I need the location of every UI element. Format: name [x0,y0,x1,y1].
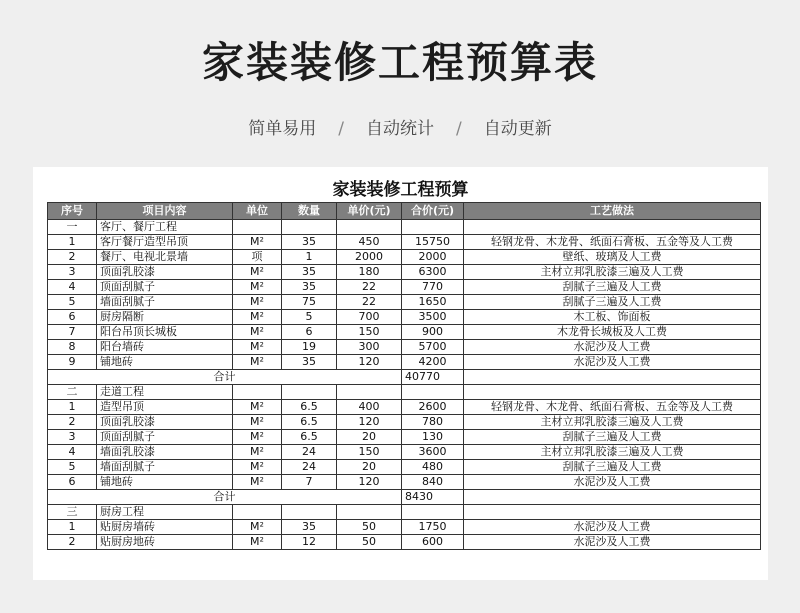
cell-method: 刮腻子三遍及人工费 [464,460,761,475]
cell-qty: 12 [282,535,337,550]
cell-unit: M² [233,445,282,460]
cell-item: 造型吊顶 [97,400,233,415]
cell-price: 120 [337,355,402,370]
cell-qty: 75 [282,295,337,310]
cell-method: 主材立邦乳胶漆三遍及人工费 [464,415,761,430]
cell-qty: 6.5 [282,415,337,430]
cell-unit: M² [233,265,282,280]
cell-price: 22 [337,295,402,310]
cell-price: 150 [337,325,402,340]
cell-price: 400 [337,400,402,415]
cell-item: 客厅餐厅造型吊顶 [97,235,233,250]
cell-method: 水泥沙及人工费 [464,355,761,370]
cell-item: 厨房工程 [97,505,233,520]
cell-qty: 35 [282,265,337,280]
sum-total-cell: 40770 [402,370,464,385]
cell-total: 770 [402,280,464,295]
cell-qty: 35 [282,520,337,535]
cell-no: 6 [48,475,97,490]
table-row [48,535,761,550]
cell-method: 刮腻子三遍及人工费 [464,430,761,445]
cell-price: 700 [337,310,402,325]
section-row [48,505,761,520]
cell-method: 刮腻子三遍及人工费 [464,295,761,310]
header-item: 项目内容 [97,203,233,220]
page-title: 家装装修工程预算表 [201,38,598,87]
cell-item: 顶面刮腻子 [97,280,233,295]
cell-unit: M² [233,355,282,370]
cell-qty: 6.5 [282,400,337,415]
cell-total: 4200 [402,355,464,370]
cell-price: 2000 [337,250,402,265]
cell-item: 顶面刮腻子 [97,430,233,445]
table-row [48,325,761,340]
cell-item: 贴厨房墙砖 [97,520,233,535]
sum-method-cell [464,370,761,385]
table-row [48,460,761,475]
table-row [48,430,761,445]
cell-qty: 1 [282,250,337,265]
cell-total: 1750 [402,520,464,535]
subtitle-separator: / [456,119,462,139]
cell-qty: 7 [282,475,337,490]
subtitle-item: 自动更新 [483,119,552,139]
table-row [48,340,761,355]
cell-no: 9 [48,355,97,370]
cell-item: 阳台墙砖 [97,340,233,355]
cell-total: 480 [402,460,464,475]
table-row [48,250,761,265]
table-row [48,520,761,535]
cell-no: 8 [48,340,97,355]
header-qty: 数量 [282,203,337,220]
header-no: 序号 [48,203,97,220]
cell-item: 阳台吊顶长城板 [97,325,233,340]
cell-item: 顶面乳胶漆 [97,415,233,430]
cell-total: 130 [402,430,464,445]
cell-price: 180 [337,265,402,280]
header-method: 工艺做法 [464,203,761,220]
table-row [48,280,761,295]
cell-no: 三 [48,505,97,520]
sum-label-cell: 合计 [48,490,402,505]
cell-unit: M² [233,415,282,430]
cell-qty: 19 [282,340,337,355]
cell-no: 5 [48,295,97,310]
header-total: 合价(元) [402,203,464,220]
cell-no: 4 [48,445,97,460]
subtitle-item: 简单易用 [248,119,317,139]
cell-total: 780 [402,415,464,430]
cell-total: 1650 [402,295,464,310]
cell-qty [282,505,337,520]
cell-price: 150 [337,445,402,460]
cell-total: 2000 [402,250,464,265]
subtitle-item: 自动统计 [366,119,434,139]
cell-price [337,385,402,400]
budget-table [47,202,761,550]
cell-no: 3 [48,265,97,280]
cell-unit: M² [233,280,282,295]
cell-unit: M² [233,325,282,340]
cell-qty: 24 [282,460,337,475]
cell-item: 铺地砖 [97,355,233,370]
cell-price: 50 [337,520,402,535]
cell-no: 1 [48,400,97,415]
header-price: 单价(元) [337,203,402,220]
cell-total: 600 [402,535,464,550]
cell-total [402,385,464,400]
cell-price: 120 [337,475,402,490]
page-subtitle [0,114,800,139]
cell-qty: 35 [282,355,337,370]
cell-qty: 6.5 [282,430,337,445]
table-row [48,265,761,280]
cell-total: 3600 [402,445,464,460]
table-row [48,235,761,250]
cell-unit: M² [233,535,282,550]
subtotal-row [48,490,761,505]
cell-total: 3500 [402,310,464,325]
cell-method: 水泥沙及人工费 [464,520,761,535]
table-body [48,220,761,550]
cell-method: 水泥沙及人工费 [464,340,761,355]
cell-no: 1 [48,235,97,250]
cell-unit: M² [233,430,282,445]
table-row [48,310,761,325]
cell-unit [233,505,282,520]
cell-method: 水泥沙及人工费 [464,535,761,550]
table-row [48,445,761,460]
cell-price: 120 [337,415,402,430]
cell-method: 轻钢龙骨、木龙骨、纸面石膏板、五金等及人工费 [464,235,761,250]
cell-no: 2 [48,415,97,430]
subtotal-row [48,370,761,385]
cell-item: 墙面乳胶漆 [97,445,233,460]
cell-item: 墙面刮腻子 [97,460,233,475]
cell-method: 主材立邦乳胶漆三遍及人工费 [464,265,761,280]
cell-item: 餐厅、电视北景墙 [97,250,233,265]
cell-unit: M² [233,310,282,325]
cell-price: 22 [337,280,402,295]
cell-unit: M² [233,235,282,250]
cell-method: 水泥沙及人工费 [464,475,761,490]
cell-method: 刮腻子三遍及人工费 [464,280,761,295]
cell-price: 300 [337,340,402,355]
sum-method-cell [464,490,761,505]
cell-unit: M² [233,520,282,535]
cell-item: 顶面乳胶漆 [97,265,233,280]
spreadsheet-card [33,167,768,580]
cell-qty: 6 [282,325,337,340]
cell-qty [282,385,337,400]
cell-item: 走道工程 [97,385,233,400]
cell-price: 450 [337,235,402,250]
table-row [48,295,761,310]
table-row [48,355,761,370]
sum-label-cell: 合计 [48,370,402,385]
cell-unit: M² [233,475,282,490]
cell-total: 2600 [402,400,464,415]
cell-no: 1 [48,520,97,535]
cell-total [402,505,464,520]
table-header-row [48,203,761,220]
cell-method [464,505,761,520]
cell-qty [282,220,337,235]
cell-qty: 5 [282,310,337,325]
cell-no: 一 [48,220,97,235]
cell-method: 主材立邦乳胶漆三遍及人工费 [464,445,761,460]
cell-method: 木工板、饰面板 [464,310,761,325]
cell-price: 20 [337,460,402,475]
table-row [48,475,761,490]
cell-total: 5700 [402,340,464,355]
cell-no: 7 [48,325,97,340]
cell-unit [233,385,282,400]
cell-method [464,385,761,400]
cell-item: 铺地砖 [97,475,233,490]
cell-item: 客厅、餐厅工程 [97,220,233,235]
cell-price: 50 [337,535,402,550]
cell-method: 壁纸、玻璃及人工费 [464,250,761,265]
table-row [48,400,761,415]
cell-item: 厨房隔断 [97,310,233,325]
cell-no: 5 [48,460,97,475]
cell-unit: 项 [233,250,282,265]
table-row [48,415,761,430]
cell-method [464,220,761,235]
cell-no: 二 [48,385,97,400]
cell-price [337,220,402,235]
cell-method: 木龙骨长城板及人工费 [464,325,761,340]
cell-qty: 35 [282,235,337,250]
cell-qty: 24 [282,445,337,460]
subtitle-separator: / [338,119,344,139]
cell-unit: M² [233,400,282,415]
cell-unit: M² [233,295,282,310]
cell-qty: 35 [282,280,337,295]
cell-total: 15750 [402,235,464,250]
sum-total-cell: 8430 [402,490,464,505]
header-unit: 单位 [233,203,282,220]
cell-no: 4 [48,280,97,295]
cell-unit: M² [233,340,282,355]
cell-total: 6300 [402,265,464,280]
cell-price: 20 [337,430,402,445]
cell-item: 贴厨房地砖 [97,535,233,550]
cell-no: 3 [48,430,97,445]
cell-no: 2 [48,535,97,550]
cell-unit [233,220,282,235]
cell-total: 840 [402,475,464,490]
cell-no: 2 [48,250,97,265]
sheet-title: 家装装修工程预算 [332,180,469,200]
cell-price [337,505,402,520]
cell-no: 6 [48,310,97,325]
cell-item: 墙面刮腻子 [97,295,233,310]
cell-method: 轻钢龙骨、木龙骨、纸面石膏板、五金等及人工费 [464,400,761,415]
cell-total [402,220,464,235]
section-row [48,385,761,400]
cell-unit: M² [233,460,282,475]
cell-total: 900 [402,325,464,340]
section-row [48,220,761,235]
